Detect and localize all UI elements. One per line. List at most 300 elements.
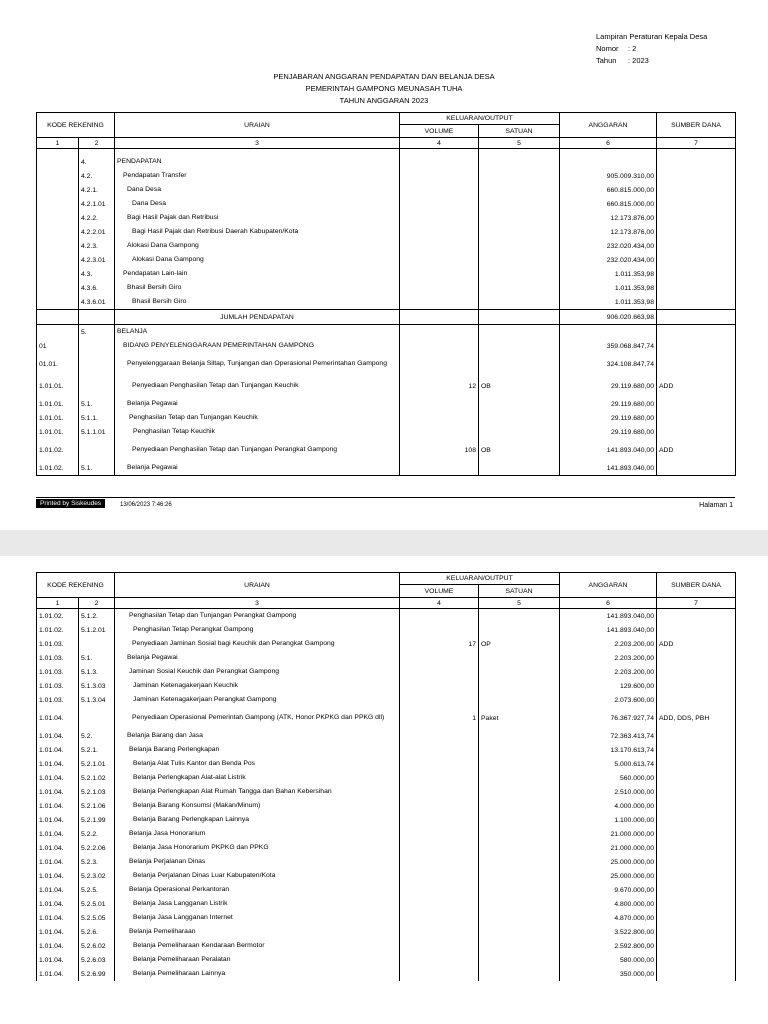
table-row bbox=[37, 651, 736, 665]
anggaran-cell: 25.000.000,00 bbox=[560, 869, 657, 883]
volume-cell bbox=[400, 883, 479, 897]
sumber-dana-cell bbox=[657, 169, 736, 183]
kode-bidang: 1.01.03. bbox=[37, 665, 79, 679]
kode-rekening: 4.3. bbox=[79, 267, 115, 281]
uraian-cell: Penghasilan Tetap Keuchik bbox=[115, 425, 400, 439]
header-col-number: 3 bbox=[115, 138, 400, 149]
anggaran-cell: 76.367.927,74 bbox=[560, 707, 657, 729]
volume-cell bbox=[400, 411, 479, 425]
sumber-dana-cell bbox=[657, 855, 736, 869]
satuan-cell bbox=[479, 281, 560, 295]
kode-rekening: 4.3.6. bbox=[79, 281, 115, 295]
sumber-dana-cell bbox=[657, 813, 736, 827]
kode-rekening: 5.1.3. bbox=[79, 665, 115, 679]
table-row bbox=[37, 799, 736, 813]
volume-cell: 17 bbox=[400, 637, 479, 651]
volume-cell bbox=[400, 771, 479, 785]
volume-cell bbox=[400, 325, 479, 340]
table-row bbox=[37, 637, 736, 651]
satuan-cell bbox=[479, 665, 560, 679]
sumber-dana-cell bbox=[657, 295, 736, 310]
kode-bidang: 1.01.03. bbox=[37, 637, 79, 651]
satuan-cell bbox=[479, 771, 560, 785]
kode-rekening: 5.2.3. bbox=[79, 855, 115, 869]
uraian-cell: Bagi Hasil Pajak dan Retribusi Daerah Kabupaten/Kota bbox=[115, 225, 400, 239]
header-keluaran-output: KELUARAN/OUTPUT bbox=[400, 113, 560, 125]
table-row bbox=[37, 425, 736, 439]
header-col-number: 6 bbox=[560, 138, 657, 149]
sumber-dana-cell: ADD bbox=[657, 375, 736, 397]
anggaran-cell: 141.893.040,00 bbox=[560, 439, 657, 461]
kode-rekening: 5.2.5.01 bbox=[79, 897, 115, 911]
kode-rekening: 5.2.1.02 bbox=[79, 771, 115, 785]
anggaran-cell: 3.522.800,00 bbox=[560, 925, 657, 939]
satuan-cell bbox=[479, 623, 560, 637]
kode-bidang: 1.01.04. bbox=[37, 869, 79, 883]
sumber-dana-cell bbox=[657, 693, 736, 707]
uraian-cell: Alokasi Dana Gampong bbox=[115, 253, 400, 267]
sumber-dana-cell bbox=[657, 253, 736, 267]
uraian-cell: Belanja Jasa Honorarium bbox=[115, 827, 400, 841]
header-kode-rekening: KODE REKENING bbox=[37, 113, 115, 138]
kode-bidang: 1.01.04. bbox=[37, 813, 79, 827]
anggaran-cell: 1.011.353,98 bbox=[560, 267, 657, 281]
kode-bidang: 1.01.04. bbox=[37, 925, 79, 939]
header-satuan: SATUAN bbox=[479, 585, 560, 598]
volume-cell bbox=[400, 939, 479, 953]
header-col-number: 7 bbox=[657, 598, 736, 609]
header-col-number: 2 bbox=[79, 598, 115, 609]
kode-rekening: 5.2.3.02 bbox=[79, 869, 115, 883]
volume-cell bbox=[400, 353, 479, 375]
kode-bidang: 1.01.04. bbox=[37, 855, 79, 869]
uraian-cell: Dana Desa bbox=[115, 197, 400, 211]
table-row bbox=[37, 665, 736, 679]
budget-table-page-1 bbox=[36, 112, 736, 476]
satuan-cell bbox=[479, 679, 560, 693]
anggaran-cell: 2.203.200,00 bbox=[560, 665, 657, 679]
satuan-cell bbox=[479, 799, 560, 813]
uraian-cell: Belanja Pemeliharaan bbox=[115, 925, 400, 939]
volume-cell bbox=[400, 897, 479, 911]
uraian-cell: Belanja Barang dan Jasa bbox=[115, 729, 400, 743]
header-col-number: 4 bbox=[400, 138, 479, 149]
volume-cell bbox=[400, 281, 479, 295]
anggaran-cell: 2.592.800,00 bbox=[560, 939, 657, 953]
volume-cell bbox=[400, 757, 479, 771]
volume-cell bbox=[400, 183, 479, 197]
anggaran-cell: 580.000,00 bbox=[560, 953, 657, 967]
anggaran-cell: 141.893.040,00 bbox=[560, 623, 657, 637]
uraian-cell: Belanja Perlengkapan Alat Rumah Tangga dan Bahan Kebersihan bbox=[115, 785, 400, 799]
kode-bidang bbox=[37, 197, 79, 211]
header-uraian: URAIAN bbox=[115, 113, 400, 138]
volume-cell: 1 bbox=[400, 707, 479, 729]
sumber-dana-cell bbox=[657, 665, 736, 679]
nomor-value: 2 bbox=[632, 44, 637, 53]
uraian-cell: Penghasilan Tetap dan Tunjangan Keuchik bbox=[115, 411, 400, 425]
document-title-block bbox=[0, 71, 768, 107]
sumber-dana-cell bbox=[657, 353, 736, 375]
anggaran-cell: 29.119.680,00 bbox=[560, 397, 657, 411]
sumber-dana-cell bbox=[657, 785, 736, 799]
uraian-cell: Belanja Pemeliharaan Peralatan bbox=[115, 953, 400, 967]
sumber-dana-cell bbox=[657, 461, 736, 476]
table-row bbox=[37, 693, 736, 707]
kode-rekening bbox=[79, 439, 115, 461]
table-row bbox=[37, 149, 736, 170]
sumber-dana-cell bbox=[657, 149, 736, 170]
header-col-number: 7 bbox=[657, 138, 736, 149]
table-row bbox=[37, 353, 736, 375]
uraian-cell: Penyediaan Operasional Pemerintah Gampong (ATK, Honor PKPKG dan PPKG dll) bbox=[115, 707, 400, 729]
anggaran-cell: 660.815.000,00 bbox=[560, 197, 657, 211]
anggaran-cell: 232.020.434,00 bbox=[560, 239, 657, 253]
sumber-dana-cell bbox=[657, 339, 736, 353]
kode-rekening: 5.1.1.01 bbox=[79, 425, 115, 439]
uraian-cell: Pendapatan Lain-lain bbox=[115, 267, 400, 281]
anggaran-cell: 5.000.613,74 bbox=[560, 757, 657, 771]
volume-cell bbox=[400, 609, 479, 624]
jumlah-pendapatan-label: JUMLAH PENDAPATAN bbox=[115, 310, 400, 325]
satuan-cell bbox=[479, 651, 560, 665]
kode-bidang bbox=[37, 281, 79, 295]
kode-bidang: 1.01.04. bbox=[37, 729, 79, 743]
satuan-cell bbox=[479, 869, 560, 883]
table-row bbox=[37, 883, 736, 897]
uraian-cell: Penghasilan Tetap Perangkat Gampong bbox=[115, 623, 400, 637]
sumber-dana-cell bbox=[657, 925, 736, 939]
satuan-cell bbox=[479, 911, 560, 925]
header-col-number: 6 bbox=[560, 598, 657, 609]
volume-cell bbox=[400, 953, 479, 967]
table-row bbox=[37, 757, 736, 771]
uraian-cell: Jaminan Sosial Keuchik dan Perangkat Gampong bbox=[115, 665, 400, 679]
volume-cell bbox=[400, 869, 479, 883]
satuan-cell bbox=[479, 239, 560, 253]
anggaran-cell: 232.020.434,00 bbox=[560, 253, 657, 267]
volume-cell bbox=[400, 425, 479, 439]
table-row bbox=[37, 295, 736, 310]
volume-cell bbox=[400, 169, 479, 183]
page-footer bbox=[36, 497, 735, 509]
table-row bbox=[37, 239, 736, 253]
kode-bidang: 1.01.01. bbox=[37, 397, 79, 411]
volume-cell bbox=[400, 225, 479, 239]
anggaran-cell bbox=[560, 325, 657, 340]
uraian-cell: Bagi Hasil Pajak dan Retribusi bbox=[115, 211, 400, 225]
header-keluaran-output: KELUARAN/OUTPUT bbox=[400, 573, 560, 585]
kode-rekening: 5.1.2. bbox=[79, 609, 115, 624]
page-number: Halaman 1 bbox=[699, 502, 733, 509]
volume-cell bbox=[400, 397, 479, 411]
kode-rekening: 5.2.6.03 bbox=[79, 953, 115, 967]
uraian-cell: Penghasilan Tetap dan Tunjangan Perangkat Gampong bbox=[115, 609, 400, 624]
kode-bidang: 01.01. bbox=[37, 353, 79, 375]
kode-bidang bbox=[37, 149, 79, 170]
uraian-cell: Pendapatan Transfer bbox=[115, 169, 400, 183]
volume-cell bbox=[400, 623, 479, 637]
header-row bbox=[37, 113, 736, 125]
kode-rekening bbox=[79, 375, 115, 397]
kode-bidang: 1.01.01. bbox=[37, 411, 79, 425]
uraian-cell: Belanja Barang Perlengkapan Lainnya bbox=[115, 813, 400, 827]
header-col-number: 4 bbox=[400, 598, 479, 609]
anggaran-cell: 29.119.680,00 bbox=[560, 411, 657, 425]
volume-cell bbox=[400, 267, 479, 281]
sumber-dana-cell bbox=[657, 953, 736, 967]
sumber-dana-cell bbox=[657, 623, 736, 637]
volume-cell bbox=[400, 729, 479, 743]
volume-cell bbox=[400, 911, 479, 925]
sumber-dana-cell bbox=[657, 897, 736, 911]
sumber-dana-cell: ADD, DDS, PBH bbox=[657, 707, 736, 729]
sumber-dana-cell bbox=[657, 827, 736, 841]
uraian-cell: Penyelenggaraan Belanja Siltap, Tunjangan dan Operasional Pemerintahan Gampong bbox=[115, 353, 400, 375]
anggaran-cell: 2.510.000,00 bbox=[560, 785, 657, 799]
satuan-cell bbox=[479, 325, 560, 340]
volume-cell bbox=[400, 461, 479, 476]
satuan-cell bbox=[479, 197, 560, 211]
kode-bidang bbox=[37, 267, 79, 281]
header-col-number: 2 bbox=[79, 138, 115, 149]
anggaran-cell: 4.800.000,00 bbox=[560, 897, 657, 911]
volume-cell bbox=[400, 295, 479, 310]
table-row bbox=[37, 897, 736, 911]
kode-bidang bbox=[37, 325, 79, 340]
uraian-cell: Bhasil Bersih Giro bbox=[115, 295, 400, 310]
sumber-dana-cell: ADD bbox=[657, 637, 736, 651]
satuan-cell bbox=[479, 841, 560, 855]
table-row bbox=[37, 397, 736, 411]
sumber-dana-cell bbox=[657, 211, 736, 225]
kode-rekening: 5.1. bbox=[79, 651, 115, 665]
anggaran-cell: 29.119.680,00 bbox=[560, 375, 657, 397]
document-title: PENJABARAN ANGGARAN PENDAPATAN DAN BELANJA DESA bbox=[273, 72, 495, 81]
kode-rekening: 4.2.2. bbox=[79, 211, 115, 225]
uraian-cell: Belanja Alat Tulis Kantor dan Benda Pos bbox=[115, 757, 400, 771]
kode-bidang: 1.01.04. bbox=[37, 841, 79, 855]
kode-rekening: 5.2.2.06 bbox=[79, 841, 115, 855]
header-satuan: SATUAN bbox=[479, 125, 560, 138]
kode-bidang bbox=[37, 183, 79, 197]
kode-bidang: 1.01.01. bbox=[37, 375, 79, 397]
kode-bidang bbox=[37, 253, 79, 267]
kode-bidang bbox=[37, 169, 79, 183]
anggaran-cell: 660.815.000,00 bbox=[560, 183, 657, 197]
anggaran-cell: 21.000.000,00 bbox=[560, 827, 657, 841]
nomor-label: Nomor bbox=[596, 44, 619, 53]
kode-bidang: 1.01.02. bbox=[37, 609, 79, 624]
satuan-cell bbox=[479, 397, 560, 411]
kode-rekening: 5.1.3.03 bbox=[79, 679, 115, 693]
satuan-cell bbox=[479, 757, 560, 771]
kode-bidang: 1.01.03. bbox=[37, 651, 79, 665]
table-row bbox=[37, 439, 736, 461]
volume-cell bbox=[400, 239, 479, 253]
header-col-number: 1 bbox=[37, 138, 79, 149]
kode-rekening: 5.2.5.05 bbox=[79, 911, 115, 925]
kode-rekening: 4.2.3. bbox=[79, 239, 115, 253]
satuan-cell bbox=[479, 855, 560, 869]
table-row bbox=[37, 953, 736, 967]
kode-rekening: 4.3.6.01 bbox=[79, 295, 115, 310]
kode-rekening: 4.2.1.01 bbox=[79, 197, 115, 211]
volume-cell bbox=[400, 149, 479, 170]
table-row bbox=[37, 267, 736, 281]
table-row bbox=[37, 253, 736, 267]
header-col-number: 5 bbox=[479, 138, 560, 149]
print-timestamp: 13/06/2023 7:46:26 bbox=[120, 502, 172, 508]
kode-bidang: 1.01.04. bbox=[37, 827, 79, 841]
volume-cell bbox=[400, 693, 479, 707]
table-row bbox=[37, 911, 736, 925]
header-sumber-dana: SUMBER DANA bbox=[657, 113, 736, 138]
anggaran-cell: 324.108.847,74 bbox=[560, 353, 657, 375]
sumber-dana-cell bbox=[657, 679, 736, 693]
header-col-number: 5 bbox=[479, 598, 560, 609]
kode-rekening: 5.2.1.03 bbox=[79, 785, 115, 799]
table-row bbox=[37, 325, 736, 340]
uraian-cell: Belanja Pemeliharaan Lainnya bbox=[115, 967, 400, 981]
kode-bidang: 1.01.04. bbox=[37, 967, 79, 981]
anggaran-cell: 1.011.353,98 bbox=[560, 281, 657, 295]
kode-bidang: 1.01.03. bbox=[37, 679, 79, 693]
budget-table-page-2 bbox=[36, 572, 736, 981]
anggaran-cell: 1.011.353,98 bbox=[560, 295, 657, 310]
sumber-dana-cell bbox=[657, 281, 736, 295]
satuan-cell bbox=[479, 183, 560, 197]
header-number-row bbox=[37, 138, 736, 149]
anggaran-cell: 9.670.000,00 bbox=[560, 883, 657, 897]
kode-bidang: 01 bbox=[37, 339, 79, 353]
kode-rekening: 5.2.6.99 bbox=[79, 967, 115, 981]
uraian-cell: PENDAPATAN bbox=[115, 149, 400, 170]
volume-cell bbox=[400, 651, 479, 665]
volume-cell bbox=[400, 743, 479, 757]
kode-rekening: 5.2.1.01 bbox=[79, 757, 115, 771]
kode-rekening: 5.1.1. bbox=[79, 411, 115, 425]
anggaran-cell: 72.363.413,74 bbox=[560, 729, 657, 743]
satuan-cell: OP bbox=[479, 637, 560, 651]
volume-cell bbox=[400, 841, 479, 855]
satuan-cell bbox=[479, 253, 560, 267]
satuan-cell bbox=[479, 353, 560, 375]
sumber-dana-cell bbox=[657, 869, 736, 883]
kode-bidang bbox=[37, 295, 79, 310]
anggaran-cell: 905.009.310,00 bbox=[560, 169, 657, 183]
table-row bbox=[37, 707, 736, 729]
tahun-value: 2023 bbox=[632, 56, 649, 65]
kode-bidang: 1.01.02. bbox=[37, 623, 79, 637]
volume-cell: 108 bbox=[400, 439, 479, 461]
satuan-cell bbox=[479, 169, 560, 183]
table-row bbox=[37, 183, 736, 197]
satuan-cell: Paket bbox=[479, 707, 560, 729]
kode-bidang: 1.01.01. bbox=[37, 425, 79, 439]
kode-rekening: 5.1.3.04 bbox=[79, 693, 115, 707]
table-row bbox=[37, 967, 736, 981]
volume-cell bbox=[400, 211, 479, 225]
kode-bidang bbox=[37, 239, 79, 253]
satuan-cell bbox=[479, 729, 560, 743]
sumber-dana-cell bbox=[657, 911, 736, 925]
anggaran-cell: 1.100.000,00 bbox=[560, 813, 657, 827]
table-row bbox=[37, 679, 736, 693]
satuan-cell bbox=[479, 295, 560, 310]
anggaran-cell: 560.000,00 bbox=[560, 771, 657, 785]
document-page-2 bbox=[0, 556, 768, 1024]
uraian-cell: Belanja Pegawai bbox=[115, 397, 400, 411]
satuan-cell bbox=[479, 953, 560, 967]
uraian-cell: Belanja Jasa Langganan Listrik bbox=[115, 897, 400, 911]
kode-bidang: 1.01.04. bbox=[37, 757, 79, 771]
volume-cell bbox=[400, 339, 479, 353]
sumber-dana-cell bbox=[657, 411, 736, 425]
uraian-cell: Jaminan Ketenagakerjaan Keuchik bbox=[115, 679, 400, 693]
kode-rekening: 5.2.1.99 bbox=[79, 813, 115, 827]
kode-rekening: 5.1. bbox=[79, 397, 115, 411]
header-anggaran: ANGGARAN bbox=[560, 113, 657, 138]
uraian-cell: Belanja Jasa Langganan Internet bbox=[115, 911, 400, 925]
table-row bbox=[37, 813, 736, 827]
sumber-dana-cell bbox=[657, 939, 736, 953]
satuan-cell bbox=[479, 813, 560, 827]
sumber-dana-cell bbox=[657, 397, 736, 411]
sumber-dana-cell bbox=[657, 225, 736, 239]
table-row bbox=[37, 743, 736, 757]
kode-bidang: 1.01.04. bbox=[37, 743, 79, 757]
anggaran-cell: 13.170.613,74 bbox=[560, 743, 657, 757]
anggaran-cell: 25.000.000,00 bbox=[560, 855, 657, 869]
table-row bbox=[37, 785, 736, 799]
table-row bbox=[37, 281, 736, 295]
sumber-dana-cell bbox=[657, 651, 736, 665]
anggaran-cell: 29.119.680,00 bbox=[560, 425, 657, 439]
kode-rekening: 5.2.1. bbox=[79, 743, 115, 757]
satuan-cell bbox=[479, 267, 560, 281]
kode-rekening: 4.2.1. bbox=[79, 183, 115, 197]
satuan-cell bbox=[479, 743, 560, 757]
uraian-cell: Belanja Perlengkapan Alat-alat Listrik bbox=[115, 771, 400, 785]
anggaran-cell: 359.068.847,74 bbox=[560, 339, 657, 353]
sumber-dana-cell bbox=[657, 267, 736, 281]
kode-rekening: 5.2. bbox=[79, 729, 115, 743]
sumber-dana-cell bbox=[657, 771, 736, 785]
kode-bidang: 1.01.04. bbox=[37, 897, 79, 911]
volume-cell bbox=[400, 813, 479, 827]
volume-cell bbox=[400, 679, 479, 693]
kode-rekening: 5.1. bbox=[79, 461, 115, 476]
sumber-dana-cell bbox=[657, 609, 736, 624]
volume-cell bbox=[400, 785, 479, 799]
kode-rekening: 4.2.2.01 bbox=[79, 225, 115, 239]
table-row bbox=[37, 375, 736, 397]
uraian-cell: Belanja Barang Perlengkapan bbox=[115, 743, 400, 757]
header-row bbox=[37, 573, 736, 585]
kode-rekening: 5.2.1.06 bbox=[79, 799, 115, 813]
kode-bidang: 1.01.04. bbox=[37, 771, 79, 785]
table-row bbox=[37, 729, 736, 743]
table-row bbox=[37, 771, 736, 785]
satuan-cell bbox=[479, 785, 560, 799]
jumlah-pendapatan-row bbox=[37, 310, 736, 325]
satuan-cell bbox=[479, 411, 560, 425]
uraian-cell: Belanja Pemeliharaan Kendaraan Bermotor bbox=[115, 939, 400, 953]
anggaran-cell: 12.173.876,00 bbox=[560, 211, 657, 225]
sumber-dana-cell bbox=[657, 967, 736, 981]
kode-bidang bbox=[37, 225, 79, 239]
